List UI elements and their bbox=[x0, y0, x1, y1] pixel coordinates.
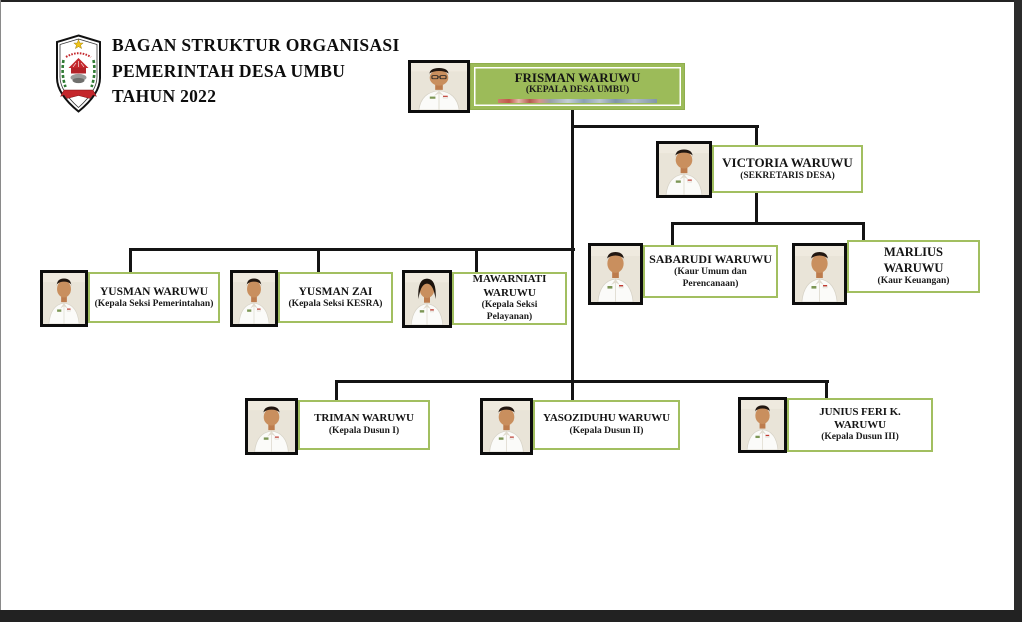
person-role: (Kepala Dusun III) bbox=[821, 432, 899, 443]
photo-kaur-umum bbox=[588, 243, 643, 305]
person-name: FRISMAN WARUWU bbox=[514, 69, 641, 85]
page-title-line2: PEMERINTAH DESA UMBU bbox=[112, 60, 346, 81]
page-edge-left bbox=[0, 0, 1, 622]
person-name: VICTORIA WARUWU bbox=[722, 155, 853, 171]
person-role: (Kepala Dusun I) bbox=[328, 425, 400, 436]
person-role: (Kepala Seksi Pemerintahan) bbox=[94, 298, 214, 309]
connector-to-seksi-pelayanan bbox=[475, 248, 478, 275]
org-node-kepala-desa bbox=[470, 63, 685, 110]
connector-to-seksi-pemerintahan bbox=[129, 248, 132, 275]
person-name: MAWARNIATI WARUWU bbox=[472, 273, 547, 299]
person-role: (Kepala Seksi Pelayanan) bbox=[481, 300, 538, 322]
person-name: JUNIUS FERI K. WARUWU bbox=[819, 405, 901, 432]
page-title bbox=[112, 33, 400, 110]
person-role: (Kaur Keuangan) bbox=[877, 275, 950, 286]
person-name: TRIMAN WARUWU bbox=[314, 412, 414, 425]
org-node-seksi-pemerintahan bbox=[88, 272, 220, 323]
org-node-kaur-umum bbox=[643, 245, 778, 298]
page-title-line1: BAGAN STRUKTUR ORGANISASI bbox=[112, 35, 400, 55]
connector-sekretaris-down bbox=[755, 193, 758, 225]
org-node-dusun-2 bbox=[533, 400, 680, 450]
photo-seksi-kesra bbox=[230, 270, 278, 327]
person-name: SABARUDI WARUWU bbox=[649, 252, 772, 267]
person-role: (SEKRETARIS DESA) bbox=[740, 170, 835, 181]
person-role: (Kepala Seksi KESRA) bbox=[288, 298, 383, 309]
org-node-seksi-pelayanan bbox=[452, 272, 567, 325]
person-role: (Kepala Dusun II) bbox=[569, 425, 644, 436]
person-name: YASOZIDUHU WARUWU bbox=[543, 412, 670, 425]
connector-to-seksi-kesra bbox=[317, 248, 320, 275]
photo-kaur-keuangan bbox=[792, 243, 847, 305]
page-edge-top bbox=[0, 0, 1015, 2]
org-node-kaur-keuangan bbox=[847, 240, 980, 293]
connector-seksi-rail bbox=[129, 248, 575, 251]
connector-main-spine bbox=[571, 110, 574, 402]
person-name: YUSMAN WARUWU bbox=[99, 285, 209, 298]
regency-crest-logo bbox=[52, 34, 105, 113]
photo-dusun-1 bbox=[245, 398, 298, 455]
photo-dusun-3 bbox=[738, 397, 787, 453]
connector-kaur-rail bbox=[671, 222, 865, 225]
connector-to-sekretaris-h bbox=[571, 125, 759, 128]
photo-seksi-pemerintahan bbox=[40, 270, 88, 327]
photo-seksi-pelayanan bbox=[402, 270, 452, 328]
photo-dusun-2 bbox=[480, 398, 533, 455]
org-node-sekretaris-desa bbox=[712, 145, 863, 193]
person-role: (KEPALA DESA UMBU) bbox=[525, 85, 630, 96]
person-name: MARLIUS WARUWU bbox=[883, 245, 944, 275]
connector-dusun-rail bbox=[335, 380, 829, 383]
person-role: (Kaur Umum dan Perencanaan) bbox=[674, 266, 747, 289]
decorative-color-strip bbox=[498, 99, 658, 103]
page-title-line3: TAHUN 2022 bbox=[112, 86, 217, 106]
org-node-seksi-kesra bbox=[278, 272, 393, 323]
page-edge-bottom bbox=[0, 610, 1022, 622]
photo-kepala-desa bbox=[408, 60, 470, 113]
person-name: YUSMAN ZAI bbox=[298, 285, 373, 298]
page-edge-right bbox=[1014, 0, 1022, 622]
org-node-dusun-1 bbox=[298, 400, 430, 450]
photo-sekretaris-desa bbox=[656, 141, 712, 198]
org-node-dusun-3 bbox=[787, 398, 933, 452]
